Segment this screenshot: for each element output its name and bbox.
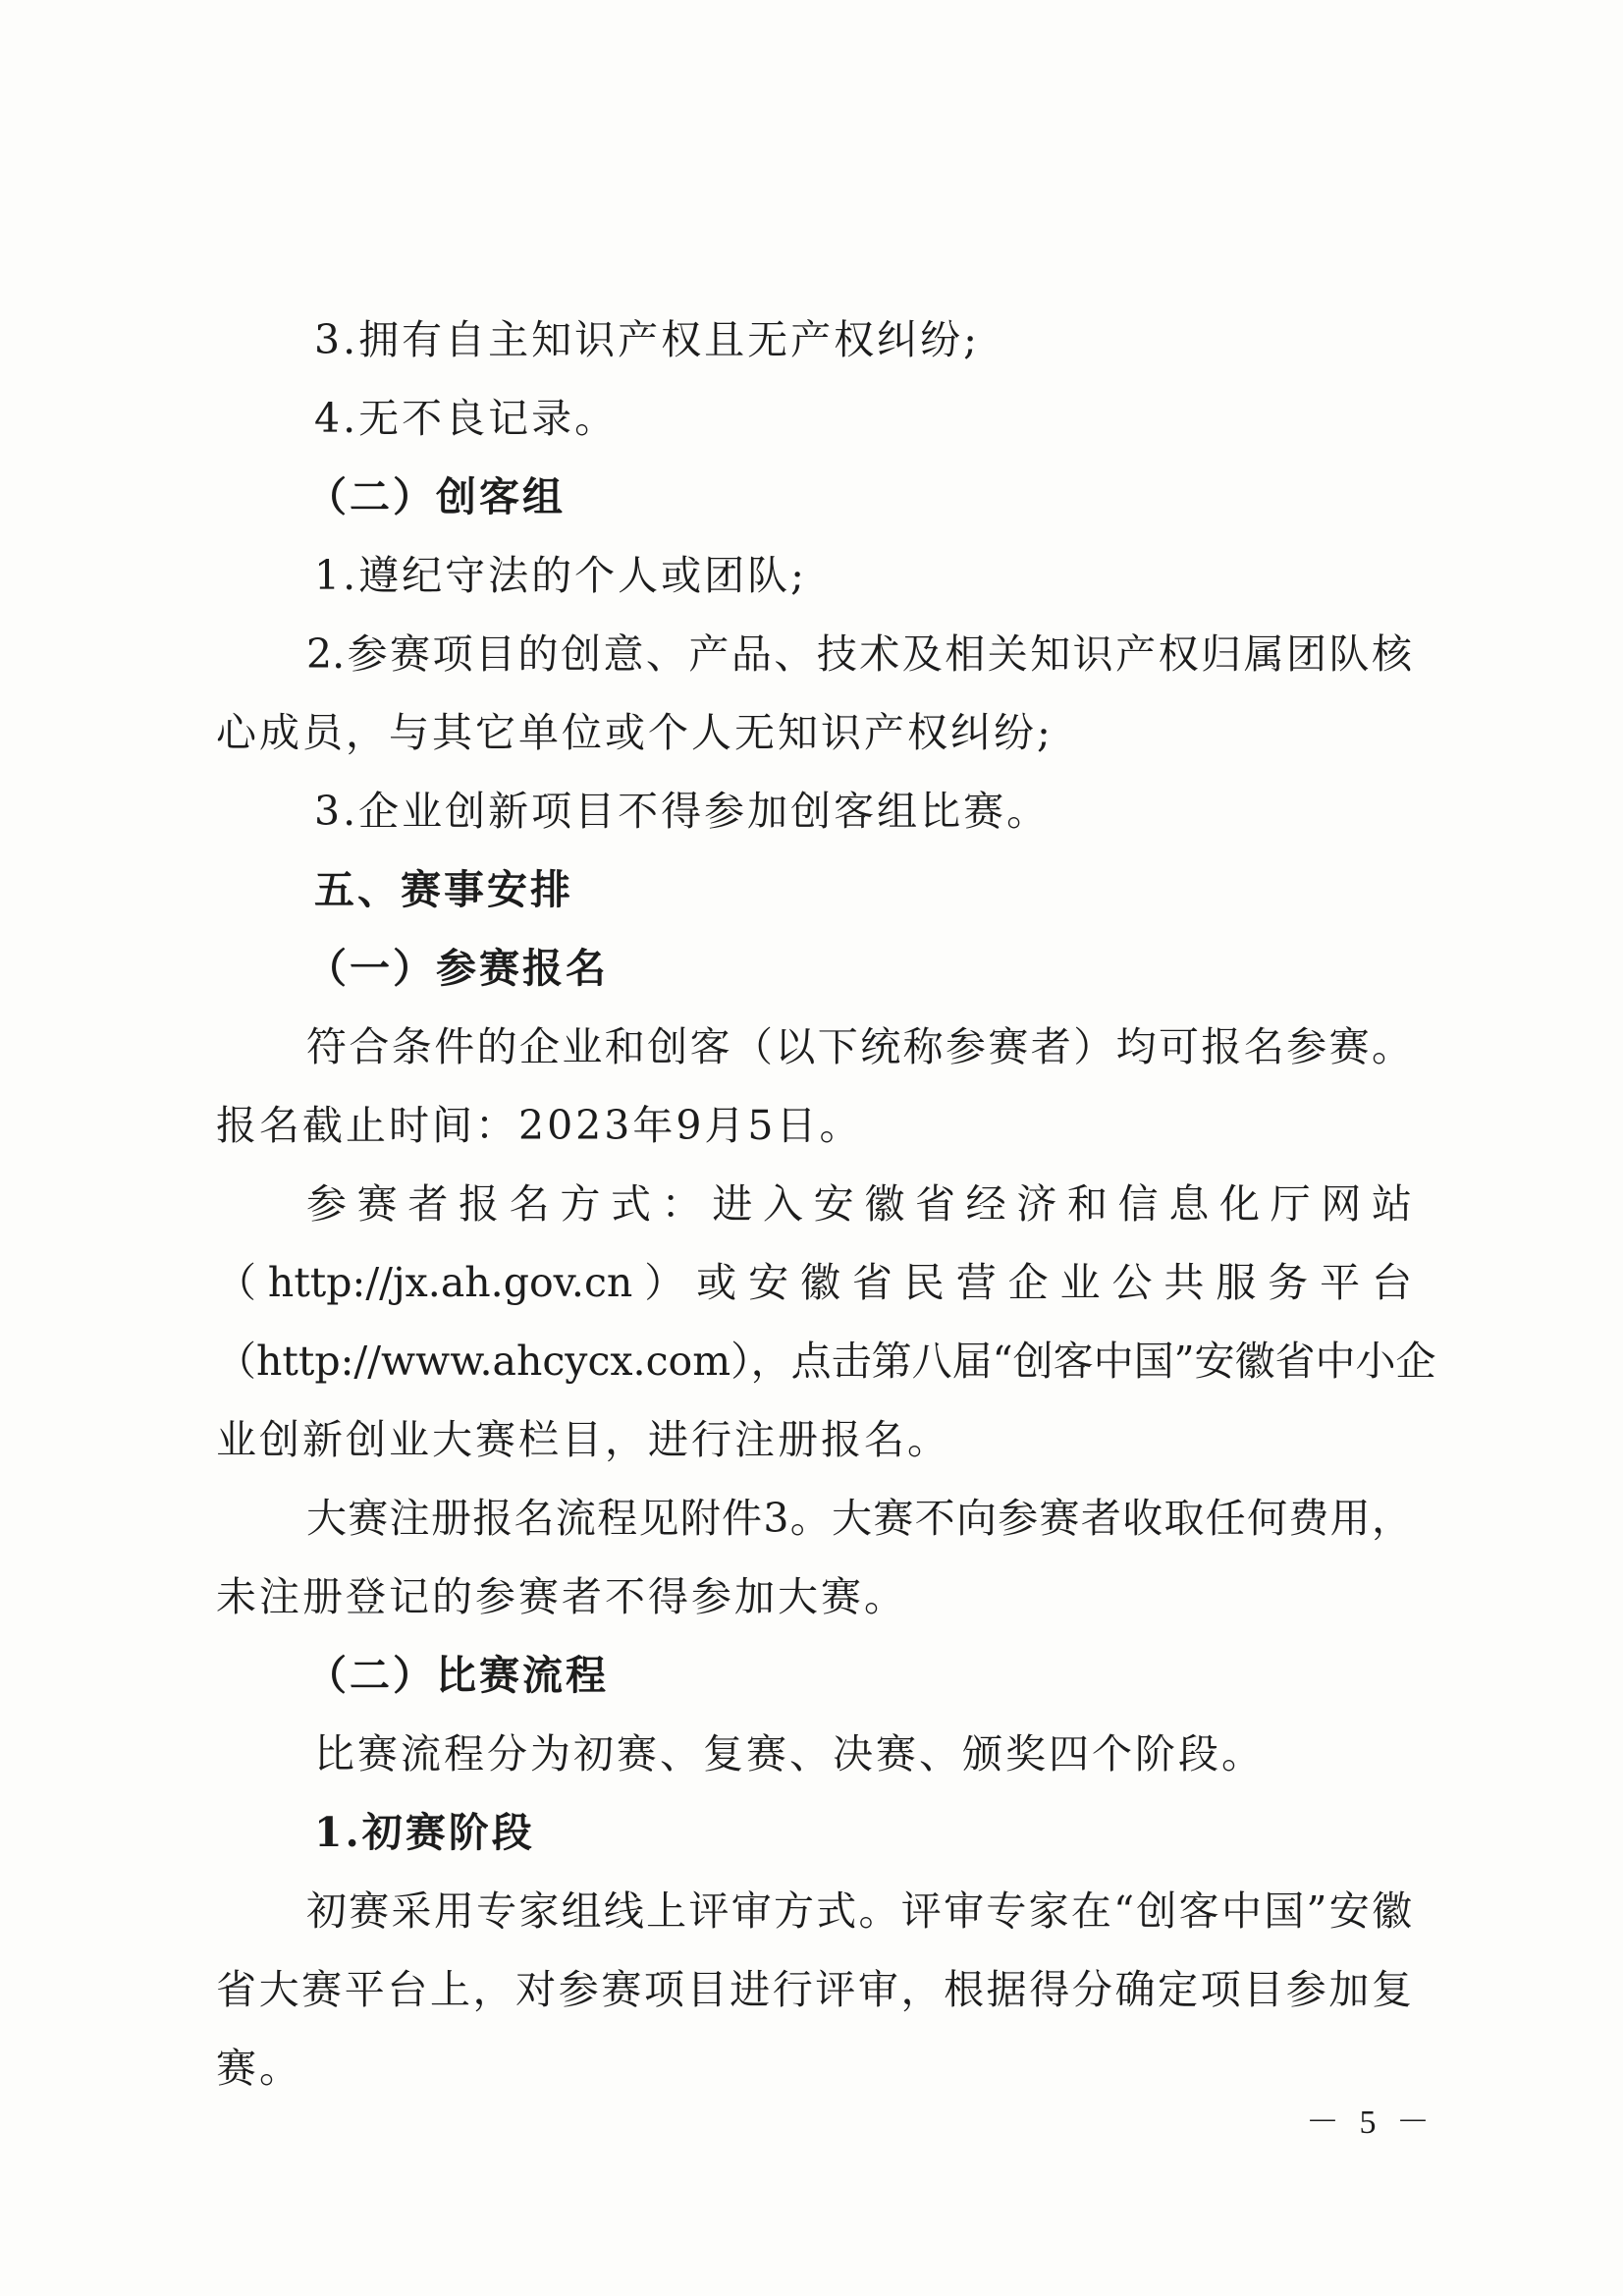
paragraph-line: 3.企业创新项目不得参加创客组比赛。 — [314, 788, 1051, 835]
paragraph-line: 初赛采用专家组线上评审方式。评审专家在“创客中国”安徽 — [306, 1887, 1412, 1935]
subsection-heading: （二）比赛流程 — [306, 1652, 609, 1699]
paragraph-line: 符合条件的企业和创客（以下统称参赛者）均可报名参赛。 — [306, 1023, 1412, 1070]
paragraph-line: （http://jx.ah.gov.cn）或安徽省民营企业公共服务平台 — [216, 1259, 1412, 1306]
paragraph-line: 业创新创业大赛栏目，进行注册报名。 — [216, 1416, 950, 1463]
paragraph-line: 2.参赛项目的创意、产品、技术及相关知识产权归属团队核 — [306, 630, 1412, 678]
paragraph-line: 比赛流程分为初赛、复赛、决赛、颁奖四个阶段。 — [314, 1730, 1265, 1777]
paragraph-line: 未注册登记的参赛者不得参加大赛。 — [216, 1573, 907, 1620]
paragraph-line: 报名截止时间：2023年9月5日。 — [216, 1102, 863, 1149]
paragraph-line: 赛。 — [216, 2045, 302, 2092]
stage-heading: 1.初赛阶段 — [314, 1809, 535, 1856]
paragraph-line: 心成员，与其它单位或个人无知识产权纠纷; — [216, 709, 1054, 756]
paragraph-line: 省大赛平台上，对参赛项目进行评审，根据得分确定项目参加复 — [216, 1966, 1412, 2013]
subsection-heading: （二）创客组 — [306, 473, 566, 520]
section-heading: 五、赛事安排 — [314, 866, 573, 913]
paragraph-line: 参赛者报名方式：进入安徽省经济和信息化厅网站 — [306, 1180, 1412, 1228]
subsection-heading: （一）参赛报名 — [306, 945, 609, 992]
paragraph-line: （http://www.ahcycx.com），点击第八届“创客中国”安徽省中小企 — [216, 1338, 1436, 1385]
paragraph-line: 1.遵纪守法的个人或团队; — [314, 552, 807, 599]
page-number: － 5 － — [1306, 2105, 1435, 2141]
paragraph-line: 大赛注册报名流程见附件3。大赛不向参赛者收取任何费用， — [306, 1495, 1412, 1542]
paragraph-line: 4.无不良记录。 — [314, 395, 619, 442]
paragraph-line: 3.拥有自主知识产权且无产权纠纷; — [314, 316, 980, 363]
